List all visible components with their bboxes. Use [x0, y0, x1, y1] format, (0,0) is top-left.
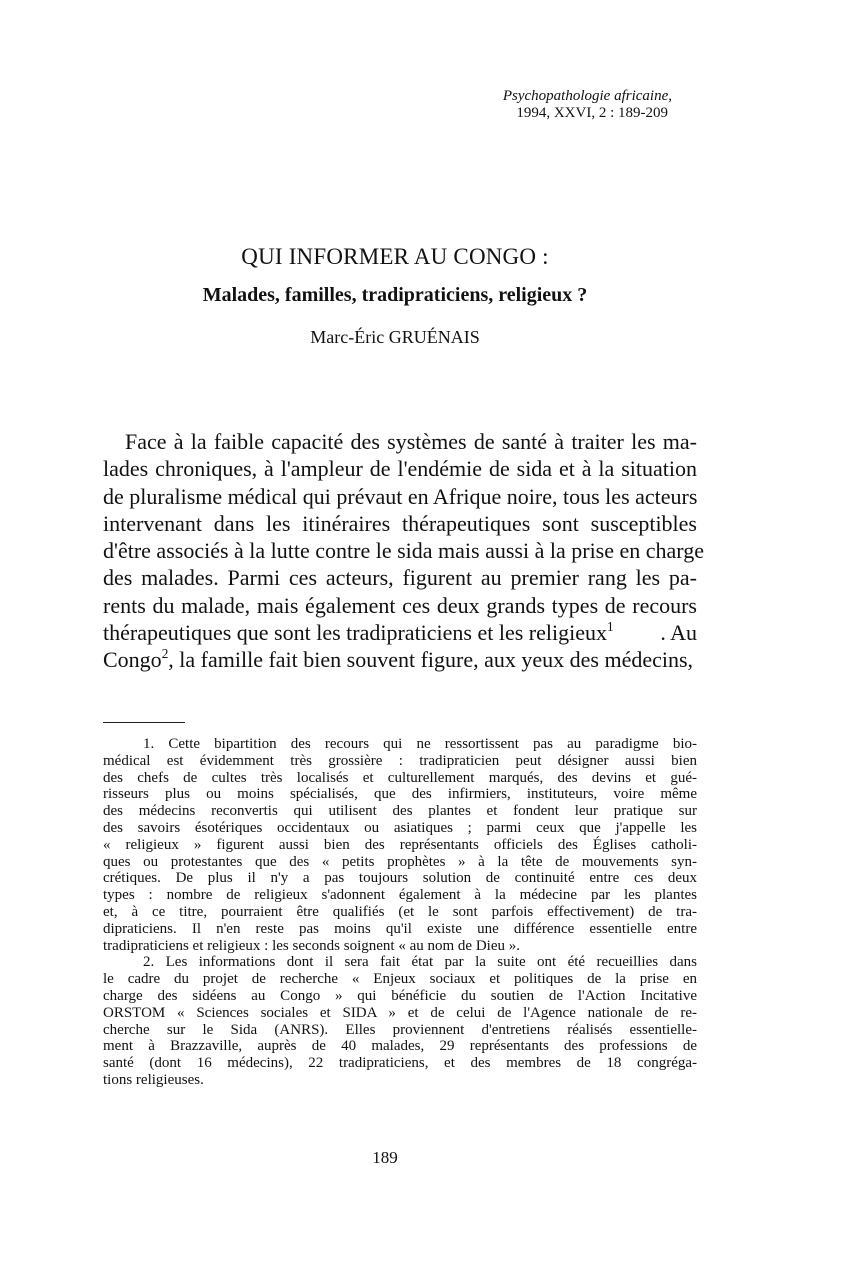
footnote-1 — [103, 736, 697, 954]
footnote-line: des chefs de cultes très localisés et culturellement marqués, des devins et gué- — [103, 769, 697, 786]
footnote-line: ment à Brazzaville, auprès de 40 malades, 29 représentants des professions de — [103, 1038, 697, 1055]
footnote-line: charge des sidéens au Congo » qui bénéficie du soutien de l'Action Incitative — [103, 987, 697, 1004]
body-line: lades chroniques, à l'ampleur de l'endémie de sida et à la situation — [103, 456, 697, 482]
body-line — [103, 646, 697, 673]
footnote-ref-1[interactable]: 1 — [607, 618, 614, 634]
footnote-line: des médecins reconvertis qui utilisent des plantes et fondent leur pratique sur — [103, 803, 697, 820]
footnote-line: des savoirs ésotériques occidentaux ou asiatiques ; parmi ceux que j'appelle les — [103, 819, 697, 836]
footnote-line: dipraticiens. Il n'en reste pas moins qu'il existe une différence essentielle entre — [103, 920, 697, 937]
body-line-text: . Au — [660, 620, 697, 646]
footnote-ref-2[interactable]: 2 — [161, 646, 169, 662]
body-line-text: , la famille fait bien souvent figure, aux yeux des médecins, — [168, 647, 694, 673]
footnotes — [103, 736, 697, 1089]
article-subtitle: Malades, familles, tradipraticiens, religieux ? — [202, 284, 588, 306]
footnote-line: « religieux » figurent aussi bien des représentants officiels des Églises catholi- — [103, 836, 697, 853]
footnote-line: cherche sur le Sida (ANRS). Elles proviennent d'entretiens réalisés essentielle- — [103, 1021, 697, 1038]
body-line-text: Congo — [103, 647, 162, 673]
footnote-line: 2. Les informations dont il sera fait état par la suite ont été recueillies dans — [143, 954, 697, 971]
footnote-line: tions religieuses. — [103, 1071, 204, 1088]
footnote-line: le cadre du projet de recherche « Enjeux sociaux et politiques de la prise en — [103, 971, 697, 988]
footnote-line: ques ou protestantes que des « petits prophètes » à la tête de mouvements syn- — [103, 853, 697, 870]
footnote-line: santé (dont 16 médecins), 22 tradipraticiens, et des membres de 18 congréga- — [103, 1055, 697, 1072]
footnote-line: types : nombre de religieux s'adonnent également à la médecine par les plantes — [103, 887, 697, 904]
body-line: des malades. Parmi ces acteurs, figurent au premier rang les pa- — [103, 565, 697, 591]
body-line: de pluralisme médical qui prévaut en Afrique noire, tous les acteurs — [103, 483, 698, 509]
body-line: intervenant dans les itinéraires thérapeutiques sont susceptibles — [103, 510, 697, 536]
body-paragraph — [103, 428, 704, 674]
footnote-line: et, à ce titre, pourraient être qualifiés (et le sont parfois effectivement) de tra- — [103, 903, 697, 920]
journal-name: Psychopathologie africaine, — [502, 88, 672, 104]
body-line: rents du malade, mais également ces deux grands types de recours — [103, 592, 697, 618]
body-line-text: thérapeutiques que sont les tradipraticiens et les religieux — [103, 620, 608, 646]
footnote-line: médical est évidemment très grossière : tradipraticien peut désigner aussi bien — [103, 752, 697, 769]
footnote-line: tradipraticiens et religieux : les seconds soignent « au nom de Dieu ». — [103, 937, 520, 954]
footnote-2 — [103, 954, 697, 1088]
body-line — [103, 619, 697, 646]
body-line: Face à la faible capacité des systèmes de santé à traiter les ma- — [125, 429, 697, 454]
footnote-line: ORSTOM « Sciences sociales et SIDA » et de celui de l'Agence nationale de re- — [103, 1004, 697, 1021]
footnote-separator — [103, 722, 185, 723]
footnote-line: risseurs plus ou moins spécialisés, que des infirmiers, instituteurs, voire même — [103, 786, 697, 803]
journal-citation: 1994, XXVI, 2 : 189-209 — [516, 105, 668, 121]
article-title: QUI INFORMER AU CONGO : — [241, 244, 549, 269]
author-name: Marc-Éric GRUÉNAIS — [310, 327, 480, 347]
footnote-line: 1. Cette bipartition des recours qui ne ressortissent pas au paradigme bio- — [143, 736, 697, 752]
page-number: 189 — [372, 1148, 398, 1167]
body-line: d'être associés à la lutte contre le sida mais aussi à la prise en charge — [103, 538, 704, 564]
footnote-line: crétiques. De plus il n'y a pas toujours solution de continuité entre ces deux — [103, 870, 697, 887]
